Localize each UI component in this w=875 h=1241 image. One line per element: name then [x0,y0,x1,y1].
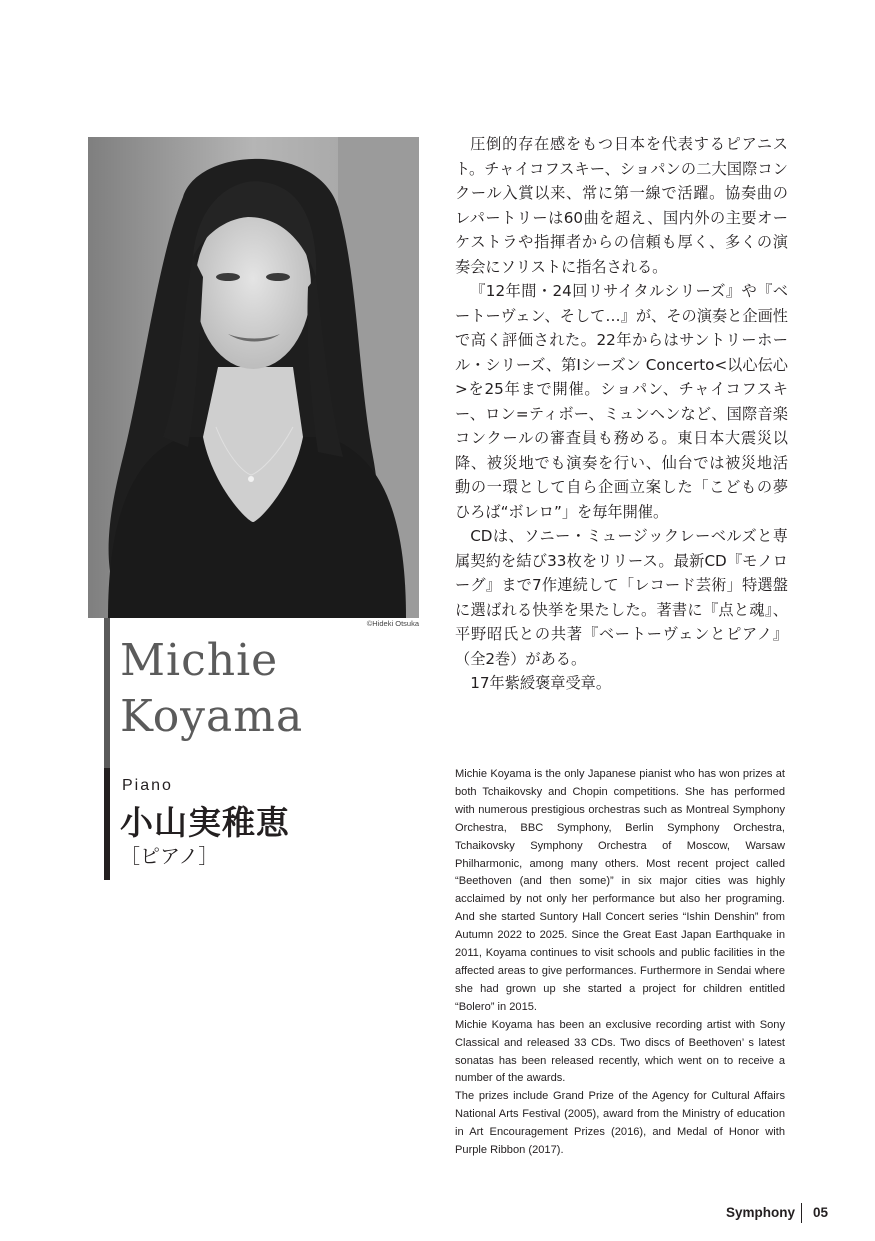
bio-ja-paragraph: 17年紫綬褒章受章。 [470,674,612,692]
artist-last-name: Koyama [120,691,304,742]
page-footer [700,1203,830,1223]
accent-bar-role [104,768,110,880]
accent-bar-name [104,618,110,768]
bio-ja-paragraph: 『12年間・24回リサイタルシリーズ』や『ベートーヴェン、そして…』が、その演奏と企画性で高く評価された。22年からはサントリーホール・シリーズ、第Ⅰシーズン Concerto<以心伝心>を25年まで開催。ショパン、チャイコフスキー、ロン=ティボー、ミュンヘンなど、国際音楽コンクールの審査員も務める。東日本大震災以降、被災地でも演奏を行い、仙台では被災地活動の一環として自ら企画立案した「こどもの夢ひろば“ボレロ”」を毎年開催。 [455,282,788,521]
photo-credit: ©Hideki Otsuka [366,619,419,628]
bio-en-paragraph: Michie Koyama has been an exclusive recording artist with Sony Classical and released 33 CDs. Two discs of Beethoven’ s latest sonatas has been released recently, which went on to receive a number of the awards. [455,1018,785,1085]
artist-role-english: Piano [122,777,173,794]
biography-english [455,766,785,1160]
portrait-illustration [88,137,419,618]
biography-japanese [455,132,788,696]
artist-portrait-photo [88,137,419,618]
bio-en-paragraph: The prizes include Grand Prize of the Agency for Cultural Affairs National Arts Festival (2005), award from the Ministry of education in Art Encouragement Prizes (2016), and Medal of Honor with Purple Ribbon (2017). [455,1090,785,1157]
footer-divider [801,1203,802,1223]
artist-role-japanese: ［ピアノ］ [120,844,219,868]
artist-first-name: Michie [120,635,279,686]
bio-ja-paragraph: CDは、ソニー・ミュージックレーベルズと専属契約を結び33枚をリリース。最新CD『モノローグ』まで7作連続して「レコード芸術」特選盤に選ばれる快挙を果たした。著書に『点と魂』、平野昭氏との共著『ベートーヴェンとピアノ』（全2巻）がある。 [455,527,788,668]
artist-name-japanese: 小山実稚恵 [120,803,290,842]
bio-ja-paragraph: 圧倒的存在感をもつ日本を代表するピアニスト。チャイコフスキー、ショパンの二大国際コンクール入賞以来、常に第一線で活躍。協奏曲のレパートリーは60曲を超え、国内外の主要オーケストラや指揮者からの信頼も厚く、多くの演奏会にソリストに指名される。 [455,135,788,276]
bio-en-paragraph: Michie Koyama is the only Japanese pianist who has won prizes at both Tchaikovsky and Chopin competitions. She has performed with numerous prestigious orchestras such as Montreal Symphony Orchestra, BBC Symphony, Berlin Symphony Orchestra, Tchaikovsky Symphony Orchestra of Moscow, Warsaw Philharmonic, among many others. Most recent project called “Beethoven (and then some)” in six major cities was highly acclaimed by not only her performance but also her programing. And she started Suntory Hall Concert series “Ishin Denshin” from Autumn 2022 to 2025. Since the Great East Japan Earthquake in 2011, Koyama continues to visit schools and public facilities in the affected areas to give performances. Furthermore in Sendai where she had grown up she started a project for children entitled “Bolero” in 2015. [455,768,785,1013]
magazine-title: Symphony [725,1205,795,1220]
page-number: 05 [812,1205,828,1220]
artist-name-english [120,633,420,745]
